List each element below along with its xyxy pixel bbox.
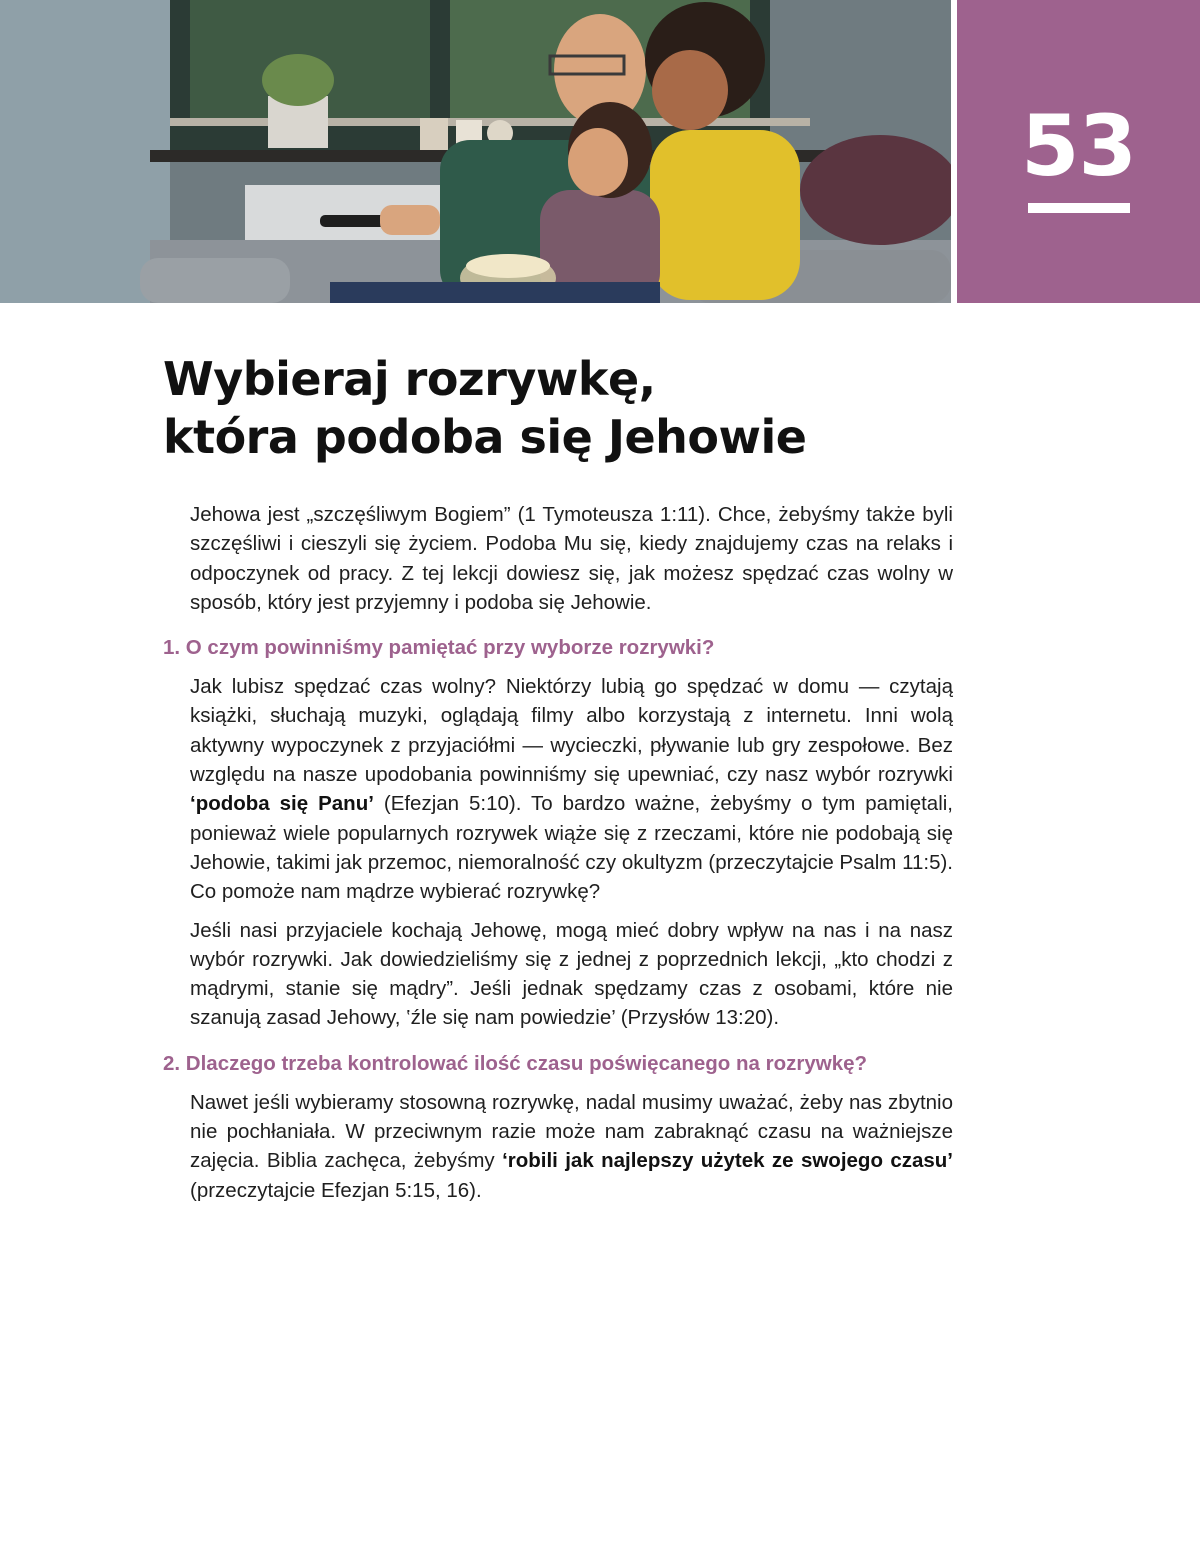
question-1-heading: 1. O czym powinniśmy pamiętać przy wyborze rozrywki? — [163, 636, 715, 660]
paragraph-text: (przeczytajcie Efezjan 5:15, 16). — [190, 1178, 482, 1202]
family-watching-tv-photo — [0, 0, 951, 303]
intro-paragraph: Jehowa jest „szczęśliwym Bogiem” (1 Tymoteusza 1:11). Chce, żebyśmy także byli szczęśliwi i cieszyli się życiem. Podoba Mu się, kiedy znajdujemy czas na relaks i odpoczynek od pracy. Z tej lekcji dowiesz się, jak możesz spędzać czas wolny w sposób, który jest przyjemny i podoba się Jehowie. — [190, 503, 953, 614]
bold-quote: ‘robili jak najlepszy użytek ze swojego czasu’ — [502, 1149, 954, 1173]
lesson-body — [163, 500, 953, 1214]
lesson-number: 53 — [1021, 97, 1136, 195]
paragraph-text: Jak lubisz spędzać czas wolny? Niektórzy lubią go spędzać w domu — czytają książki, słuchają muzyki, oglądają filmy albo korzystają z internetu. Inni wolą aktywny wypoczynek z przyjaciółmi — wycieczki, pływanie lub gry zespołowe. Bez względu na nasze upodobania powinniśmy się upewniać, czy nasz wybór rozrywki — [190, 675, 953, 787]
question-2-heading: 2. Dlaczego trzeba kontrolować ilość czasu poświęcanego na rozrywkę? — [163, 1051, 868, 1075]
paragraph-text: Nawet jeśli wybieramy stosowną rozrywkę, nadal musimy uważać, żeby nas zbytnio nie pochłaniała. W przeciwnym razie może nam zabraknąć czasu na ważniejsze zajęcia. Biblia zachęca, żebyśmy — [190, 1090, 953, 1173]
bold-quote: ‘podoba się Panu’ — [190, 792, 374, 816]
question-2-paragraph-1 — [190, 1088, 953, 1205]
family-photo — [0, 0, 951, 303]
lesson-title-line-2: która podoba się Jehowie — [163, 410, 807, 464]
paragraph-text: (Efezjan 5:10). To bardzo ważne, żebyśmy o tym pamiętali, ponieważ wiele popularnych rozrywek wiąże się z rzeczami, które nie podobają się Jehowie, takimi jak przemoc, niemoralność czy okultyzm (przeczytajcie Psalm 11:5). Co pomoże nam mądrze wybierać rozrywkę? — [190, 792, 953, 904]
lesson-number-box — [957, 0, 1200, 303]
question-1-paragraph-2: Jeśli nasi przyjaciele kochają Jehowę, mogą mieć dobry wpływ na nas i na nasz wybór rozrywki. Jak dowiedzieliśmy się z jednej z poprzednich lekcji, „kto chodzi z mądrymi, stanie się mądry”. Jeśli jednak spędzamy czas z osobami, które nie szanują zasad Jehowy, ‛źle się nam powiedzie’ (Przysłów 13:20). — [190, 918, 953, 1030]
question-1-paragraph-1 — [190, 672, 953, 906]
lesson-title-line-1: Wybieraj rozrywkę, — [163, 352, 656, 406]
lesson-number-underline — [1028, 203, 1130, 213]
lesson-title — [163, 350, 963, 466]
